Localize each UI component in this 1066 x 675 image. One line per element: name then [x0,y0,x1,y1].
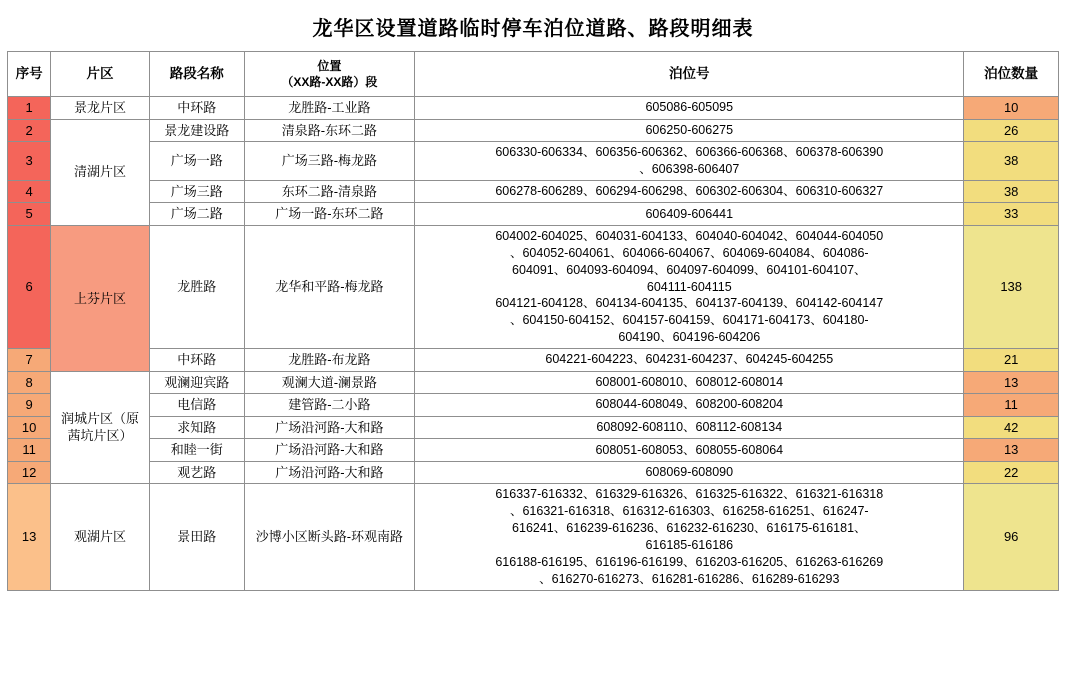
row-area: 清湖片区 [51,119,150,225]
parking-table [7,51,1059,591]
row-location: 清泉路-东环二路 [244,119,415,142]
table-header-row [8,52,1059,97]
table-header [8,52,1059,97]
row-location: 沙博小区断头路-环观南路 [244,484,415,590]
row-location: 广场三路-梅龙路 [244,142,415,181]
row-area: 润城片区（原 茜坑片区） [51,371,150,484]
row-count: 138 [964,225,1059,348]
row-parking-numbers [415,416,964,439]
row-road-name: 求知路 [149,416,244,439]
row-count: 10 [964,97,1059,120]
table-row [8,225,1059,348]
row-location: 广场一路-东环二路 [244,203,415,226]
row-area: 观湖片区 [51,484,150,590]
row-index: 10 [8,416,51,439]
parking-number-line: 616337-616332、616329-616326、616325-616322、616321-616318 [495,487,884,502]
row-count: 22 [964,461,1059,484]
row-parking-numbers [415,97,964,120]
row-parking-numbers [415,203,964,226]
row-road-name: 广场二路 [149,203,244,226]
parking-number-line: 604221-604223、604231-604237、604245-604255 [545,352,834,367]
row-parking-numbers [415,180,964,203]
row-index: 9 [8,394,51,417]
table-row [8,394,1059,417]
parking-number-line: 604002-604025、604031-604133、604040-604042、604044-604050 [495,228,884,243]
row-parking-numbers [415,349,964,372]
row-location: 广场沿河路-大和路 [244,461,415,484]
row-count: 11 [964,394,1059,417]
column-header-location-line1: 位置 [317,58,342,73]
parking-number-line: 、616270-616273、616281-616286、616289-616293 [539,571,840,586]
row-road-name: 和睦一街 [149,439,244,462]
row-count: 38 [964,180,1059,203]
table-row [8,416,1059,439]
row-location: 建管路-二小路 [244,394,415,417]
row-parking-numbers [415,394,964,417]
row-location: 龙华和平路-梅龙路 [244,225,415,348]
row-area: 上芬片区 [51,225,150,371]
row-parking-numbers [415,461,964,484]
row-index: 6 [8,225,51,348]
row-road-name: 景田路 [149,484,244,590]
row-road-name: 中环路 [149,97,244,120]
row-count: 33 [964,203,1059,226]
row-count: 42 [964,416,1059,439]
parking-number-line: 608001-608010、608012-608014 [595,374,784,389]
row-road-name: 广场三路 [149,180,244,203]
row-road-name: 龙胜路 [149,225,244,348]
parking-number-line: 608069-608090 [645,465,734,480]
row-count: 13 [964,371,1059,394]
table-row [8,439,1059,462]
row-count: 21 [964,349,1059,372]
row-location: 东环二路-清泉路 [244,180,415,203]
row-index: 2 [8,119,51,142]
parking-number-line: 、604052-604061、604066-604067、604069-604084、604086- [509,245,869,260]
row-parking-numbers [415,484,964,590]
parking-number-line: 604091、604093-604094、604097-604099、604101-604107、 [512,262,867,277]
row-parking-numbers [415,439,964,462]
row-location: 龙胜路-布龙路 [244,349,415,372]
column-header-index: 序号 [8,52,51,97]
table-row [8,484,1059,590]
parking-number-line: 606330-606334、606356-606362、606366-606368、606378-606390 [495,145,884,160]
row-index: 4 [8,180,51,203]
row-index: 7 [8,349,51,372]
parking-number-line: 608051-608053、608055-608064 [595,442,784,457]
row-road-name: 景龙建设路 [149,119,244,142]
row-location: 观澜大道-澜景路 [244,371,415,394]
row-index: 3 [8,142,51,181]
parking-number-line: 608092-608110、608112-608134 [596,420,783,435]
column-header-road: 路段名称 [149,52,244,97]
row-index: 8 [8,371,51,394]
row-index: 12 [8,461,51,484]
row-parking-numbers [415,371,964,394]
row-road-name: 中环路 [149,349,244,372]
row-count: 13 [964,439,1059,462]
row-index: 11 [8,439,51,462]
table-body [8,97,1059,591]
parking-number-line: 、616321-616318、616312-616303、616258-616251、616247- [509,504,869,519]
page-title: 龙华区设置道路临时停车泊位道路、路段明细表 [312,18,754,40]
row-road-name: 电信路 [149,394,244,417]
row-road-name: 观澜迎宾路 [149,371,244,394]
table-row [8,349,1059,372]
parking-number-line: 、604150-604152、604157-604159、604171-604173、604180- [509,313,869,328]
row-road-name: 观艺路 [149,461,244,484]
row-index: 13 [8,484,51,590]
parking-number-line: 608044-608049、608200-608204 [595,397,784,412]
parking-number-line: 616188-616195、616196-616199、616203-616205、616263-616269 [495,554,884,569]
parking-number-line: 、606398-606407 [639,161,740,176]
row-location: 龙胜路-工业路 [244,97,415,120]
row-location: 广场沿河路-大和路 [244,416,415,439]
column-header-numbers: 泊位号 [415,52,964,97]
column-header-location [244,52,415,97]
row-parking-numbers [415,225,964,348]
row-area: 景龙片区 [51,97,150,120]
row-count: 38 [964,142,1059,181]
parking-number-line: 606409-606441 [645,206,734,221]
row-parking-numbers [415,142,964,181]
column-header-count: 泊位数量 [964,52,1059,97]
parking-number-line: 606278-606289、606294-606298、606302-606304、606310-606327 [495,184,884,199]
parking-number-line: 605086-605095 [645,100,734,115]
parking-number-line: 604121-604128、604134-604135、604137-604139、604142-604147 [495,296,884,311]
column-header-location-line2: （XX路-XX路）段 [281,75,378,89]
row-count: 96 [964,484,1059,590]
row-index: 5 [8,203,51,226]
parking-number-line: 604111-604115 [646,279,732,294]
table-row [8,203,1059,226]
column-header-area: 片区 [51,52,150,97]
parking-number-line: 606250-606275 [645,122,734,137]
row-parking-numbers [415,119,964,142]
table-row [8,371,1059,394]
table-row [8,142,1059,181]
row-count: 26 [964,119,1059,142]
table-row [8,461,1059,484]
table-row [8,97,1059,120]
table-row [8,119,1059,142]
row-location: 广场沿河路-大和路 [244,439,415,462]
table-row [8,180,1059,203]
parking-number-line: 616185-616186 [645,537,734,552]
row-road-name: 广场一路 [149,142,244,181]
row-index: 1 [8,97,51,120]
parking-number-line: 604190、604196-604206 [618,330,761,345]
parking-number-line: 616241、616239-616236、616232-616230、616175-616181、 [512,521,867,536]
